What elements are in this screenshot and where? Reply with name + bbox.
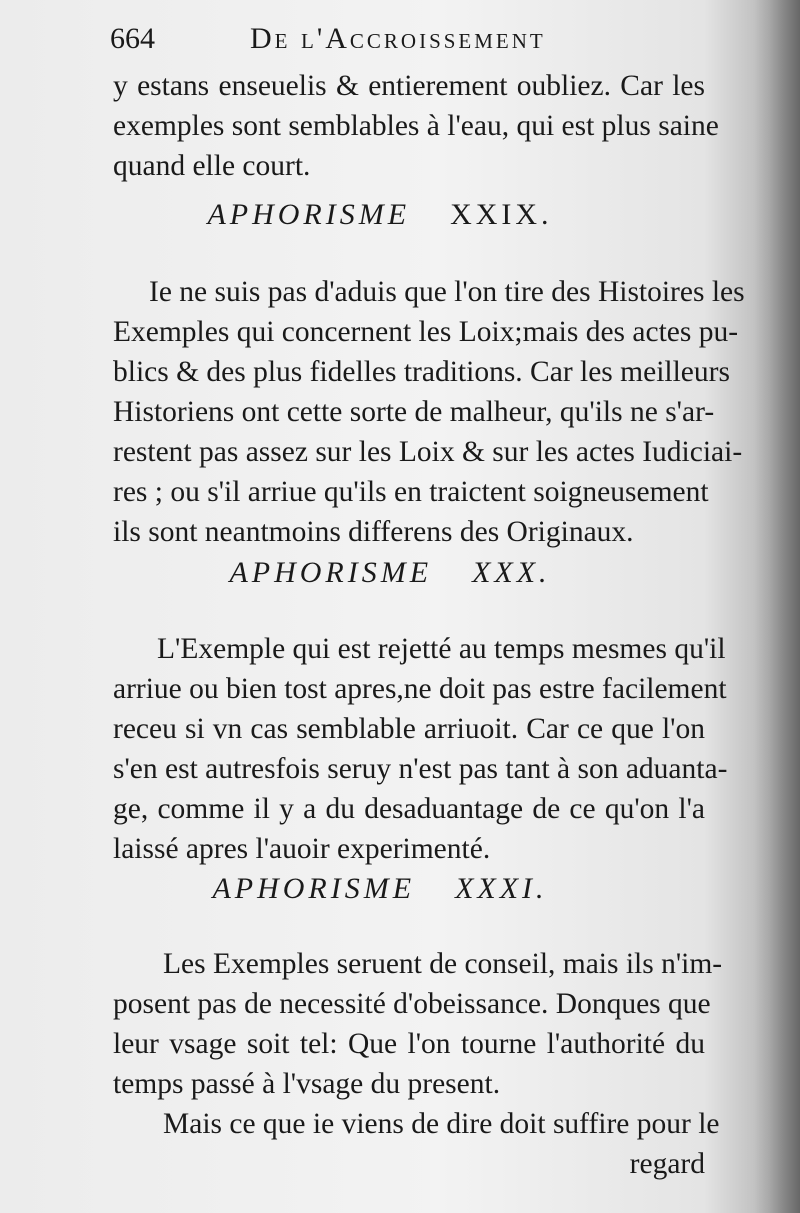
heading-label: APHORISME <box>207 198 411 231</box>
section-heading-xxxi <box>0 872 780 906</box>
text-line: L'Exemple qui est rejetté au temps mesmes qu'il <box>157 633 726 665</box>
text-line: ge, comme il y a du desaduantage de ce qu'on l'a <box>113 793 705 825</box>
text-line: s'en est autresfois seruy n'est pas tant à son aduanta- <box>113 753 728 785</box>
text-line: exemples sont semblables à l'eau, qui est plus saine <box>113 110 719 142</box>
paragraph-intro <box>113 66 719 186</box>
text-line: receu si vn cas semblable arriuoit. Car ce que l'on <box>113 713 705 745</box>
paragraph-xxx <box>113 629 728 869</box>
heading-label: APHORISME <box>229 556 433 589</box>
paragraph-xxix <box>113 272 745 552</box>
heading-number: XXIX. <box>450 198 553 231</box>
text-line: Les Exemples seruent de conseil, mais ils n'im- <box>163 948 723 980</box>
text-line: Historiens ont cette sorte de malheur, qu'ils ne s'ar- <box>113 396 715 428</box>
text-line: restent pas assez sur les Loix & sur les actes Iudiciai- <box>113 436 743 468</box>
text-line: ils sont neantmoins differens des Originaux. <box>113 516 634 548</box>
text-line: y estans enseuelis & entierement oubliez. Car les <box>113 70 705 102</box>
text-line: quand elle court. <box>113 150 311 182</box>
text-line: Exemples qui concernent les Loix;mais des actes pu- <box>113 316 739 348</box>
section-heading-xxix <box>0 198 780 232</box>
text-line: Mais ce que ie viens de dire doit suffire pour le <box>163 1108 720 1140</box>
running-head <box>110 22 700 62</box>
page-number: 664 <box>110 22 155 55</box>
running-head-title: De l'Accroissement <box>250 22 546 55</box>
section-heading-xxx <box>0 556 790 590</box>
paragraph-xxxi <box>113 944 723 1184</box>
text-line: res ; ou s'il arriue qu'ils en traictent soigneusement <box>113 476 709 508</box>
text-line: temps passé à l'vsage du present. <box>113 1068 501 1100</box>
page-gutter-shadow <box>754 0 800 1213</box>
heading-label: APHORISME <box>212 872 416 905</box>
text-line: posent pas de necessité d'obeissance. Donques que <box>113 988 711 1020</box>
text-line: leur vsage soit tel: Que l'on tourne l'authorité du <box>113 1028 705 1060</box>
text-line: Ie ne suis pas d'aduis que l'on tire des Histoires les <box>149 276 745 308</box>
text-line: blics & des plus fidelles traditions. Car les meilleurs <box>113 356 730 388</box>
text-line: laissé apres l'auoir experimenté. <box>113 833 491 865</box>
heading-number: XXX. <box>472 556 551 589</box>
catchword: regard <box>629 1148 705 1180</box>
heading-number: XXXI. <box>455 872 548 905</box>
text-line: arriue ou bien tost apres,ne doit pas estre facilement <box>113 673 727 705</box>
